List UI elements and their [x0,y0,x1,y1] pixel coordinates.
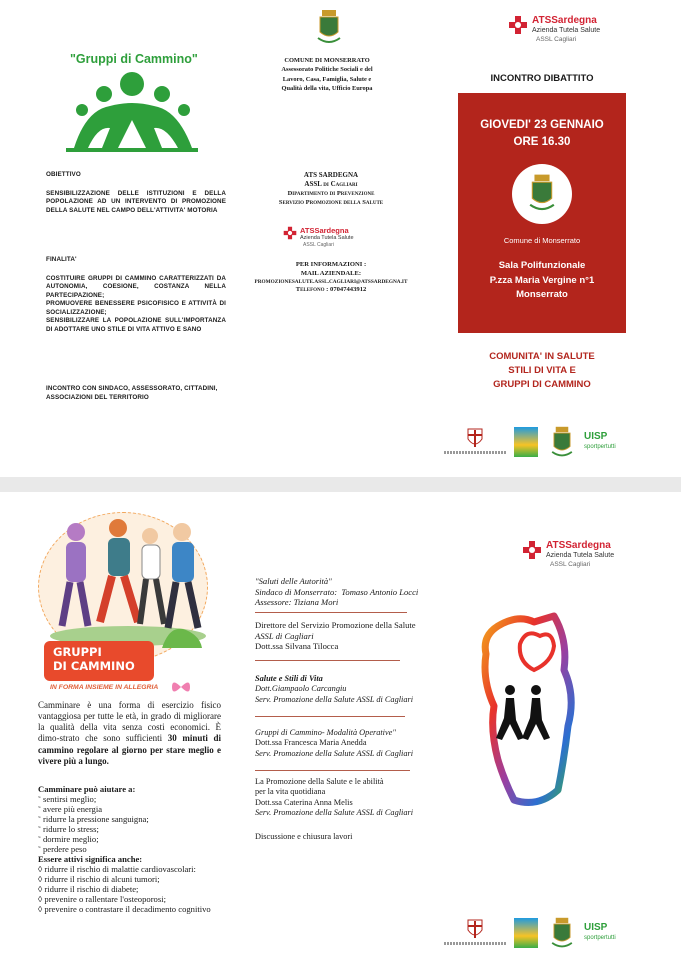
comune-line3: Qualità della vita, Ufficio Europa [281,84,373,92]
separator [255,660,400,661]
program-talk2 [255,728,465,759]
location-line2: P.zza Maria Vergine n°1 [489,274,595,286]
finalita-section [46,256,226,334]
ats-name-center: ATSSardegna [300,226,349,235]
help-item: ˜ sentirsi meglio; [38,793,97,804]
help-item: ˜ perdere peso [38,843,87,854]
comune-crest-icon [316,8,342,46]
comune-header [262,56,392,93]
talk1-title: Salute e Stili di Vita [255,674,323,683]
walking-intro [38,700,221,767]
event-date: GIOVEDI' 23 GENNAIO [480,119,604,131]
event-time: ORE 16.30 [513,136,571,148]
regione-caption [444,942,506,945]
ats-assl: ASSL Cagliari [536,36,577,43]
active-item: ◊ ridurre il rischio di malattie cardiovascolari: [38,863,196,874]
obiettivo-heading: OBIETTIVO [46,171,81,178]
comune-title: COMUNE DI MONSERRATO [284,57,370,64]
separator [255,770,410,771]
leaf-icon [160,624,204,650]
active-heading: Essere attivi significa anche: [38,853,143,864]
event-comune: Comune di Monserrato [503,236,581,245]
badge-line2: DI CAMMINO [53,658,135,673]
butterfly-icon [170,678,192,696]
location-line1: Sala Polifunzionale [498,260,586,271]
sardinia-rainbow-logo [468,610,588,815]
mail-label: MAIL AZIENDALE: [300,269,362,277]
greetings-assessor: Assessore: Tiziana Mori [255,597,339,608]
dept-line2: ASSL di Cagliari [304,180,358,189]
ats-cross-icon [508,15,528,35]
obiettivo-section [46,171,226,215]
closing: Discussione e chiusura lavori [255,832,353,841]
director-name: Dott.ssa Silvana Tilocca [255,641,339,652]
talk3-speaker: Dott.ssa Caterina Anna Melis [255,797,353,807]
help-item: ˜ avere più energia [38,803,103,814]
finalita-heading: FINALITA' [46,256,77,263]
separator [255,612,407,613]
greetings-title: "Saluti delle Autorità" [255,576,332,586]
separator [255,716,405,717]
help-item: ˜ ridurre la pressione sanguigna; [38,813,149,824]
dept-line4: Servizio Promozione della Salute [278,198,384,206]
finalita-text-3: SENSIBILIZZARE LA POPOLAZIONE SULL'IMPORTANZA DI ADOTTARE UNO STILE DI VITA ATTIVO E SANO [46,317,226,333]
ats-cross-icon [522,540,542,560]
finalita-text-2: PROMUOVERE BENESSERE PSICOFISICO E ATTIVITÀ DI SOCIALIZZAZIONE; [46,300,226,316]
ats-cross-icon [283,226,297,240]
intro-part1: Camminare è una forma di esercizio fisico vantaggiosa per tutte le età, in grado di migliorare la qualità della vita senza costi economici. È dimo-strato che sono sufficienti [38,700,221,744]
mayor-name: Tomaso Antonio Locci [341,586,419,597]
brochure-back [0,492,681,960]
comune-crest-icon [550,916,574,950]
obiettivo-text: SENSIBILIZZAZIONE DELLE ISTITUZIONI E DELLA POPOLAZIONE AD UN INTERVENTO DI PROMOZIONE DELLA SALUTE NEL CAMPO DELL'ATTIVITA' MOTORIA [46,189,226,214]
tagline-line2: STILI DI VITA E [508,364,576,376]
program-talk3 [255,777,465,818]
badge-line1: GRUPPI [53,645,102,659]
help-item: ˜ ridurre lo stress; [38,823,99,834]
brochure-front [0,0,681,477]
ats-assl-bottom: ASSL Cagliari [550,561,591,568]
dept-line3: Dipartimento di Prevenzione [287,189,375,197]
ats-sub-center: Azienda Tutela Salute [300,235,354,241]
ats-sub-bottom: Azienda Tutela Salute [546,552,615,559]
intro-part2: 30 minuti di cammino regolare al giorno per stare meglio e vivere più a lungo. [38,733,222,766]
gruppi-badge [44,641,154,681]
walking-group-logo [66,70,198,152]
help-item: ˜ dormire meglio; [38,833,99,844]
sponsor-logos-top [444,425,644,463]
program-director [255,620,465,652]
health-program-logo [514,918,538,948]
contacts-label: PER INFORMAZIONI : [295,261,367,268]
sponsor-logos-bottom [444,916,644,954]
health-program-logo [514,427,538,457]
active-item: ◊ prevenire o contrastare il decadimento cognitivo [38,903,211,914]
program-talk1 [255,674,465,705]
talk2-service: Serv. Promozione della Salute ASSL di Cagliari [255,748,414,758]
brand-title: "Gruppi di Cammino" [70,52,198,66]
tagline [458,350,626,391]
benefits [38,785,238,915]
ats-sub: Azienda Tutela Salute [532,27,601,34]
badge-slogan: IN FORMA INSIEME IN ALLEGRIA [50,684,159,691]
contacts [238,261,424,295]
uisp-sub: sportpertutti [584,935,616,941]
uisp-logo: UISP [584,922,608,933]
tagline-line1: COMUNITA' IN SALUTE [489,351,595,362]
ats-name-bottom: ATSSardegna [546,540,611,551]
uisp-sub: sportpertutti [584,444,616,450]
comune-emblem [512,164,572,224]
talk2-title: Gruppi di Cammino- Modalità Operative" [255,728,396,737]
ats-assl-center: ASSL Cagliari [303,242,334,248]
comune-line2: Lavoro, Casa, Famiglia, Salute e [282,75,372,83]
regione-sardegna-icon [466,427,484,449]
tagline-line3: GRUPPI DI CAMMINO [493,378,591,390]
active-item: ◊ ridurre il rischio di diabete; [38,883,139,894]
ats-name: ATSSardegna [532,15,597,26]
talk3-service: Serv. Promozione della Salute ASSL di Cagliari [255,808,414,818]
greetings-mayor [255,587,445,598]
director-assl: ASSL di Cagliari [255,630,314,641]
event-location [458,259,626,303]
active-item: ◊ prevenire o rallentare l'osteoporosi; [38,893,166,904]
talk1-service: Serv. Promozione della Salute ASSL di Cagliari [255,694,414,704]
phone: Telefono : 07047443912 [295,285,367,293]
ats-department [266,171,396,207]
active-item: ◊ ridurre il rischio di alcuni tumori; [38,873,160,884]
uisp-logo: UISP [584,431,608,442]
regione-caption [444,451,506,454]
finalita-text-1: COSTITUIRE GRUPPI DI CAMMINO CARATTERIZZATI DA AUTONOMIA, COESIONE, COSTANZA NELLA PARTECIPAZIONE; [46,274,226,299]
talk1-speaker: Dott.Giampaolo Carcangiu [255,684,347,694]
event-heading: INCONTRO DIBATTITO [490,73,594,84]
comune-line1: Assessorato Politiche Sociali e del [281,66,373,74]
comune-crest-icon [528,172,556,216]
mayor-label: Sindaco di Monserrato: [255,586,338,597]
regione-sardegna-icon [466,918,484,940]
program [255,576,445,608]
comune-crest-icon [550,425,574,459]
help-heading: Camminare può aiutare a: [38,784,136,794]
talk2-speaker: Dott.ssa Francesca Maria Anedda [255,738,367,748]
location-line3: Monserrato [516,289,568,301]
dept-line1: ATS SARDEGNA [303,171,359,179]
mail-address: PROMOZIONESALUTE.ASSL.CAGLIARI@ATSSARDEGNA.IT [254,278,408,285]
talk3-title1: La Promozione della Salute e le abilità [255,777,384,786]
incontro-text: INCONTRO CON SINDACO, ASSESSORATO, CITTADINI, ASSOCIAZIONI DEL TERRITORIO [46,385,218,401]
director-role: Direttore del Servizio Promozione della Salute [255,620,416,630]
talk3-title2: per la vita quotidiana [255,787,326,797]
event-box [458,93,626,333]
